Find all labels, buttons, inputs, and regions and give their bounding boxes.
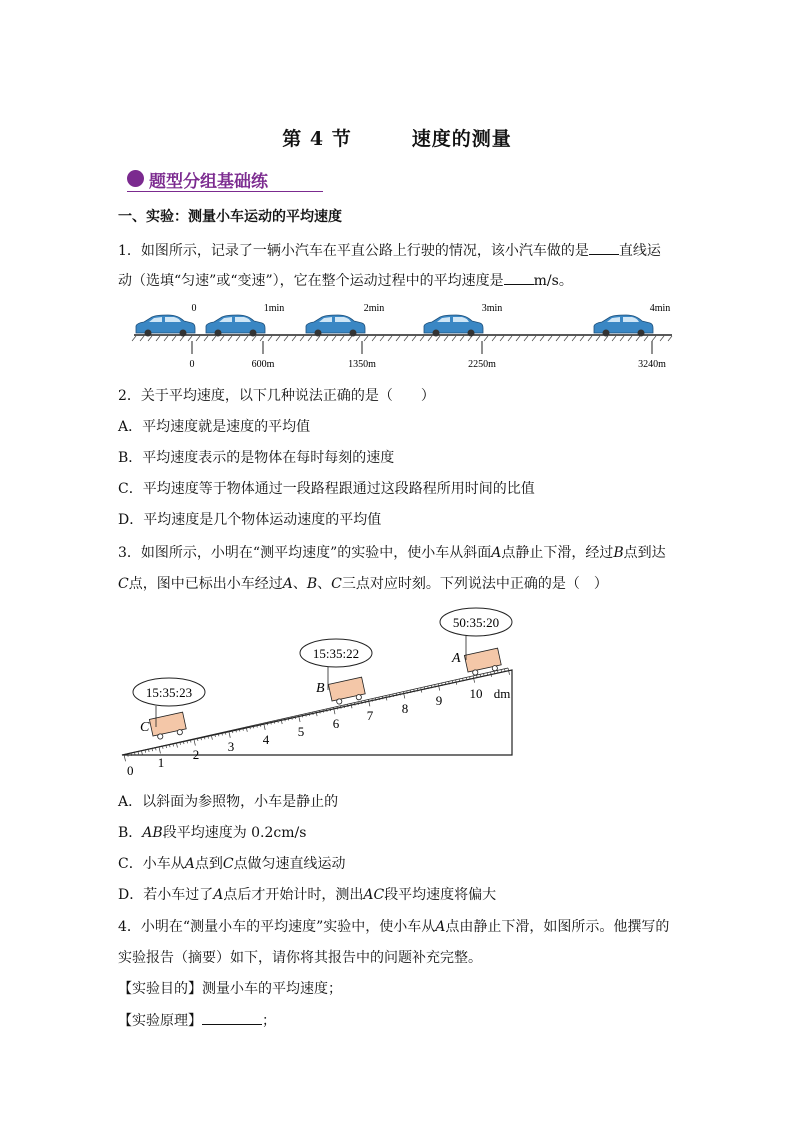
time-label: 0 [191,303,197,314]
q2-option-d[interactable]: D．平均速度是几个物体运动速度的平均值 [118,512,382,528]
q1-blank-2[interactable] [504,270,534,285]
car-icon [136,315,195,337]
ruler-tick [323,710,324,713]
heading-experiment: 一、实验：测量小车运动的平均速度 [118,209,342,225]
q4-line1: 4．小明在“测量小车的平均速度”实验中，使小车从A点由静止下滑，如图所示。他撰写的 [118,919,670,935]
q4-purpose: 【实验目的】测量小车的平均速度； [118,981,342,997]
ruler-tick [372,699,373,702]
q1-blank-1[interactable] [589,240,619,255]
cart-c [149,712,187,740]
q2-stem: 2．关于平均速度，以下几种说法正确的是（ ） [118,388,435,404]
ruler-tick [337,707,338,710]
ruler-number: 6 [332,716,340,731]
ruler-tick [354,703,355,706]
ruler-tick [347,704,348,707]
ruler-number: 1 [157,755,165,770]
ruler-tick [285,718,286,721]
ruler-tick [302,714,303,717]
car-icon [424,315,483,337]
ruler-tick [319,710,320,713]
ruler-unit: dm [493,686,511,701]
label-b: B [316,681,325,696]
label-a: A [452,651,461,666]
label-c: C [140,720,150,735]
ruler-tick [278,720,279,723]
car-icons [136,315,653,337]
clock-c: 15:35:23 [145,685,193,700]
q2-option-b[interactable]: B．平均速度表示的是物体在每时每刻的速度 [118,450,395,466]
ruler-number: 5 [297,724,305,739]
ruler-tick [295,716,296,719]
q3-option-a[interactable]: A．以斜面为参照物，小车是静止的 [118,794,339,810]
section-topic: 速度的测量 [411,128,512,150]
q3-incline-figure [110,600,530,778]
ruler-number: 3 [227,739,235,754]
cart-a [464,648,502,676]
ruler-number: 8 [401,701,409,716]
group-tag-label: 题型分组基础练 [149,172,268,192]
q1-line2: 动（选填“匀速”或“变速”），它在整个运动过程中的平均速度是 m/s。 [118,270,573,290]
ruler-tick [351,703,352,708]
time-label: 3min [481,303,503,314]
ruler-tick [313,712,314,715]
clock-b: 15:35:22 [312,646,360,661]
time-label: 4min [649,303,671,314]
ruler-tick [306,714,307,717]
ruler-tick [288,718,289,721]
ruler-tick [159,747,161,754]
ruler-number: 7 [366,708,374,723]
ruler-number: 10 [469,686,483,701]
ruler-number: 0 [127,763,134,778]
q4-line2: 实验报告（摘要）如下，请你将其报告中的问题补充完整。 [118,950,482,966]
ruler-tick [473,676,475,683]
ruler-tick [292,717,293,720]
car-icon [594,315,653,337]
time-label: 2min [363,303,385,314]
ruler-tick [326,709,327,712]
ruler-number: 2 [192,747,200,762]
ruler-tick [358,702,359,705]
ruler-tick [309,713,310,716]
ruler-tick [330,708,331,711]
ruler-tick [403,692,405,699]
car-icon [306,315,365,337]
q4-principle: 【实验原理】 ； [118,1010,276,1030]
q3-line1: 3．如图所示，小明在“测平均速度”的实验中，使小车从斜面A点静止下滑，经过B点到达 [118,545,666,561]
q3-line2: C点，图中已标出小车经过A、B、C三点对应时刻。下列说法中正确的是（ ） [118,576,608,592]
section-number: 第 4 节 [282,128,352,150]
ruler-number: 9 [435,693,443,708]
q4-principle-blank[interactable] [202,1010,262,1025]
ruler-tick [365,700,366,703]
q3-option-d[interactable]: D．若小车过了A点后才开始计时，测出AC段平均速度将偏大 [118,887,497,903]
q1-line1: 1．如图所示，记录了一辆小汽车在平直公路上行驶的情况，该小汽车做的是 直线运 [118,240,661,260]
ruler-tick [361,701,362,704]
q2-option-c[interactable]: C．平均速度等于物体通过一段路程跟通过这段路程所用时间的比值 [118,481,535,497]
distance-label: 2250m [468,359,496,370]
ruler-tick [194,739,196,746]
distance-label: 600m [251,359,275,370]
clock-a: 50:35:20 [452,615,500,630]
ruler-tick [340,706,341,709]
ruler-tick [344,705,345,708]
car-icon [206,315,265,337]
q3-option-c[interactable]: C．小车从A点到C点做匀速直线运动 [118,856,346,872]
ruler-tick [438,684,440,691]
road-hatching [132,336,672,341]
q3-option-b[interactable]: B．AB段平均速度为 0.2cm/s [118,825,307,841]
distance-label: 3240m [638,359,666,370]
q1-road-figure [112,298,692,373]
time-label: 1min [263,303,285,314]
ruler-number: 4 [262,732,270,747]
distance-label: 0 [189,359,195,370]
page-title [0,124,794,151]
group-tag [127,167,323,192]
bullet-dot-icon [127,170,144,187]
distance-label: 1350m [348,359,376,370]
q2-option-a[interactable]: A．平均速度就是速度的平均值 [118,419,311,435]
